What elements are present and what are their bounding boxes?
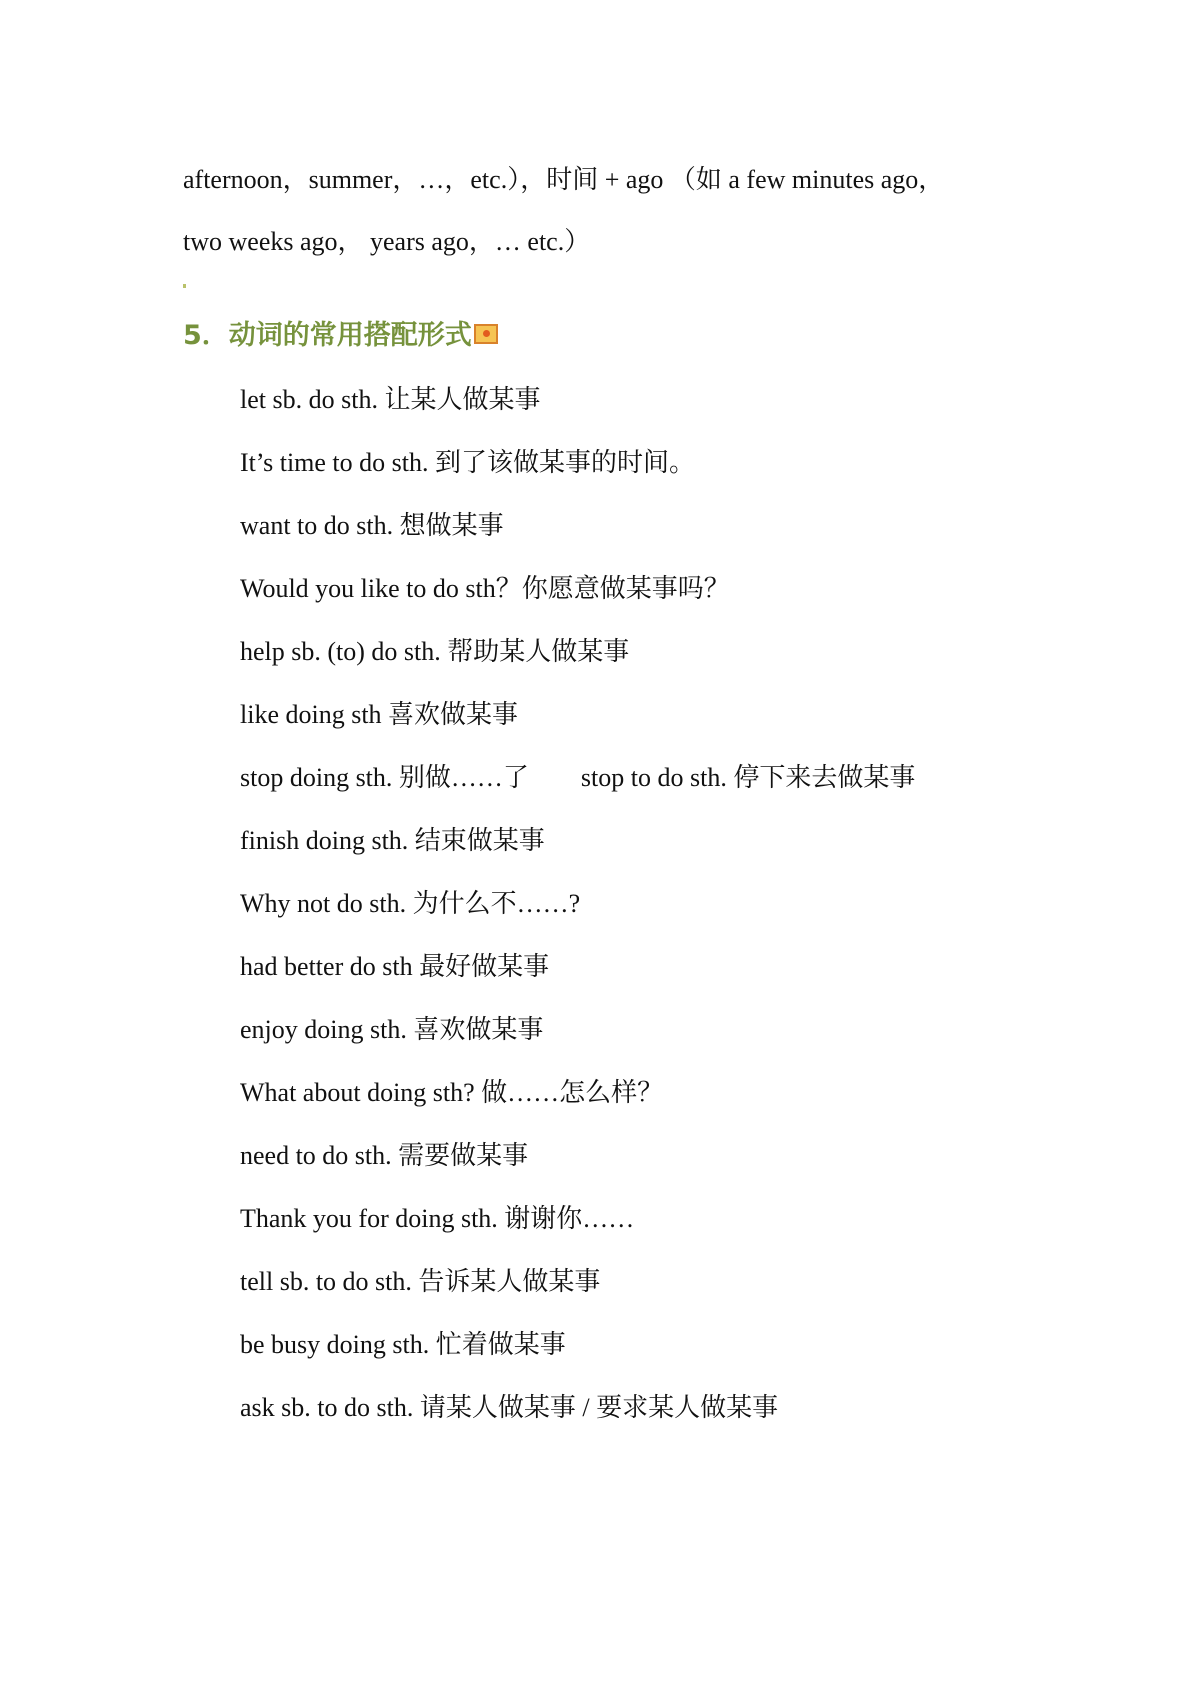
list-item: stop doing sth. 别做……了 stop to do sth. 停下来去做某事 [240, 763, 916, 792]
list-item: let sb. do sth. 让某人做某事 [240, 385, 541, 414]
list-item: tell sb. to do sth. 告诉某人做某事 [240, 1267, 601, 1296]
section-heading-text: 5．动词的常用搭配形式 [183, 320, 472, 351]
list-item: help sb. (to) do sth. 帮助某人做某事 [240, 637, 630, 666]
intro-line-1: afternoon，summer，…，etc.），时间 + ago （如 a few minutes ago， [183, 165, 945, 194]
list-item: Why not do sth. 为什么不……? [240, 889, 581, 918]
list-item: need to do sth. 需要做某事 [240, 1141, 529, 1170]
list-item: What about doing sth? 做……怎么样？ [240, 1078, 664, 1107]
list-item: enjoy doing sth. 喜欢做某事 [240, 1015, 544, 1044]
section-heading [183, 318, 498, 354]
list-item: had better do sth 最好做某事 [240, 952, 550, 981]
list-item: Thank you for doing sth. 谢谢你…… [240, 1204, 635, 1233]
list-item: It’s time to do sth. 到了该做某事的时间。 [240, 448, 696, 477]
list-item: be busy doing sth. 忙着做某事 [240, 1330, 566, 1359]
list-item: ask sb. to do sth. 请某人做某事 / 要求某人做某事 [240, 1393, 779, 1422]
intro-line-2: two weeks ago， years ago，… etc.） [183, 227, 591, 256]
list-item: want to do sth. 想做某事 [240, 511, 504, 540]
list-item: like doing sth 喜欢做某事 [240, 700, 519, 729]
decorative-dot [183, 284, 186, 288]
list-item: Would you like to do sth？你愿意做某事吗？ [240, 574, 730, 603]
image-placeholder-icon [474, 324, 498, 344]
list-item: finish doing sth. 结束做某事 [240, 826, 545, 855]
